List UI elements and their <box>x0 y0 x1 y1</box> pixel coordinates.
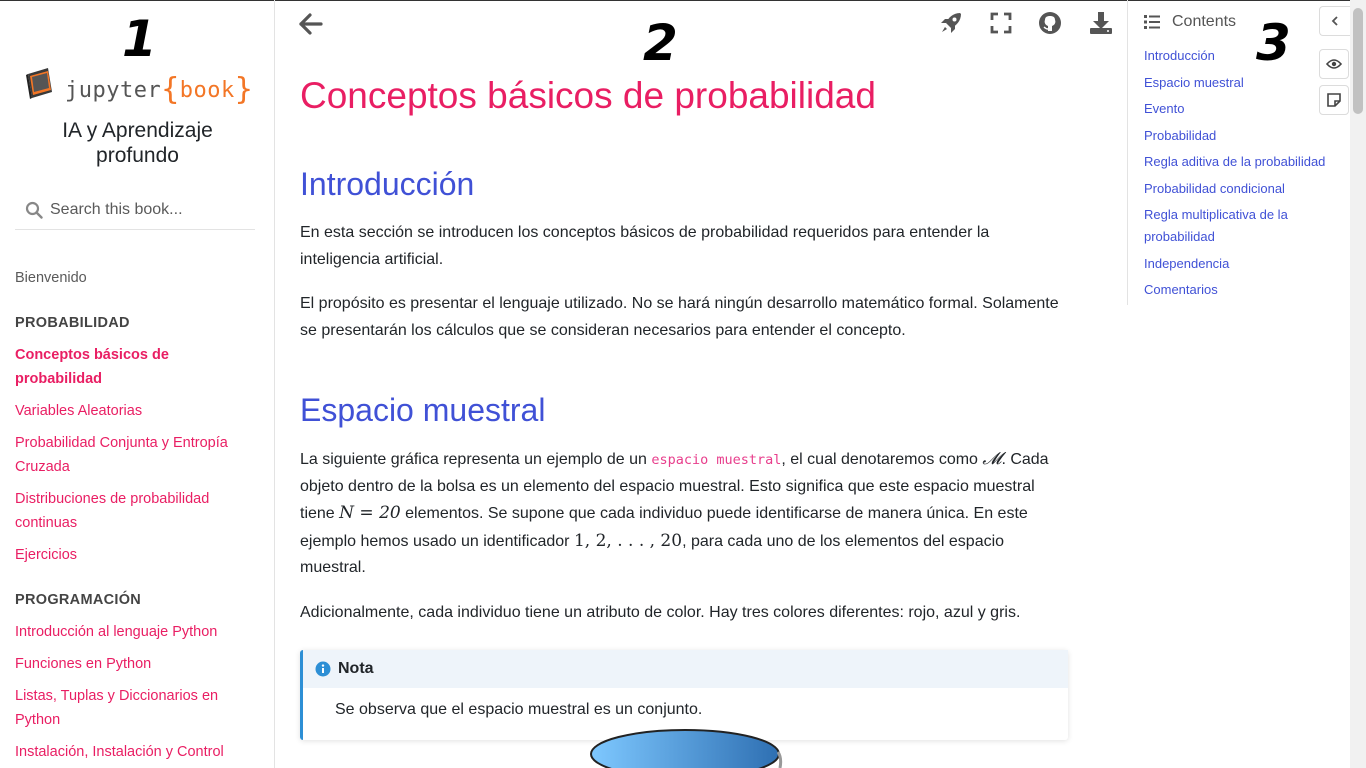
eye-icon <box>1326 58 1342 70</box>
sample-space-paragraph-2: Adicionalmente, cada individuo tiene un atributo de color. Hay tres colores diferentes: rojo, azul y gris. <box>300 603 1021 621</box>
sample-space-bag-image <box>590 728 790 768</box>
logo-brace-close: } <box>234 72 254 107</box>
table-of-contents <box>1127 0 1329 305</box>
sticky-note-icon <box>1327 93 1341 107</box>
toc-item-espacio-muestral[interactable]: Espacio muestral <box>1144 74 1244 90</box>
heading-espacio-muestral: Espacio muestral <box>300 392 546 428</box>
back-arrow-icon[interactable] <box>297 12 325 36</box>
sidebar-nav <box>15 266 245 768</box>
toc-item-regla-aditiva[interactable]: Regla aditiva de la probabilidad <box>1144 154 1326 169</box>
sidebar-item-ejercicios[interactable]: Ejercicios <box>15 547 78 563</box>
toc-header <box>1144 13 1236 31</box>
info-icon <box>315 661 331 677</box>
logo-word: book <box>179 78 235 103</box>
logo-wordmark <box>65 70 253 105</box>
nav-caption-programacion: PROGRAMACIÓN <box>15 592 142 608</box>
text-fragment: . Cada objeto dentro de la bolsa es un elemento del espacio muestral. Esto significa que este espacio muestral tiene <box>300 451 1049 522</box>
annotation-1: 1 <box>122 10 157 68</box>
toc-item-regla-multiplicativa[interactable]: Regla multiplicativa de la probabilidad <box>1144 207 1288 244</box>
text-fragment: elementos. Se supone que cada individuo puede identificarse de manera única. En este ejemplo hemos usado un identificador <box>300 505 1028 550</box>
page-title: Conceptos básicos de probabilidad <box>300 75 876 116</box>
math-m: 𝓜 <box>982 449 1002 469</box>
search-icon <box>25 201 43 219</box>
note-header <box>303 650 1068 688</box>
sidebar-item-funciones-python[interactable]: Funciones en Python <box>15 656 152 672</box>
toc-item-comentarios[interactable]: Comentarios <box>1144 282 1218 297</box>
jupyter-book-logo[interactable] <box>24 62 254 107</box>
search-input[interactable] <box>50 196 250 224</box>
sidebar-item-conceptos-basicos[interactable]: Conceptos básicos de probabilidad <box>15 347 169 387</box>
toc-list <box>1144 45 1339 306</box>
text-fragment: , para cada uno de los elementos del espacio muestral. <box>300 532 1005 576</box>
toc-title: Contents <box>1172 13 1237 30</box>
text-fragment: , el cual denotaremos como <box>781 451 983 468</box>
sidebar-item-listas-tuplas[interactable]: Listas, Tuplas y Diccionarios en Python <box>15 688 219 728</box>
page-scrollbar[interactable] <box>1350 0 1366 768</box>
github-icon[interactable] <box>1037 10 1063 36</box>
sidebar-item-bienvenido[interactable]: Bienvenido <box>15 270 87 286</box>
text-fragment: La siguiente gráfica representa un ejemplo de un <box>300 451 652 468</box>
sidebar-item-variables-aleatorias[interactable]: Variables Aleatorias <box>15 403 143 419</box>
note-title: Nota <box>338 660 374 677</box>
collapse-toc-button[interactable] <box>1319 6 1350 36</box>
toc-item-independencia[interactable]: Independencia <box>1144 255 1230 271</box>
chevron-left-icon <box>1329 15 1341 27</box>
logo-brace-open: { <box>161 72 180 107</box>
sample-space-paragraph-1 <box>300 446 1068 582</box>
inline-code-espacio-muestral: espacio muestral <box>651 452 782 468</box>
fullscreen-icon[interactable] <box>988 10 1014 36</box>
toc-item-probabilidad-condicional[interactable]: Probabilidad condicional <box>1144 180 1285 196</box>
left-sidebar <box>0 0 275 768</box>
heading-introduccion: Introducción <box>300 166 475 202</box>
toc-item-probabilidad[interactable]: Probabilidad <box>1144 127 1217 143</box>
sidebar-item-distribuciones[interactable]: Distribuciones de probabilidad continuas <box>15 491 210 531</box>
book-title: IA y Aprendizaje profundo <box>62 119 213 167</box>
annotation-2: 2 <box>643 14 678 72</box>
math-identifiers: 1, 2, . . . , 20 <box>573 530 683 551</box>
rocket-icon[interactable] <box>938 10 964 36</box>
note-body: Se observa que el espacio muestral es un conjunto. <box>335 701 703 718</box>
sidebar-item-probabilidad-conjunta[interactable]: Probabilidad Conjunta y Entropía Cruzada <box>15 435 228 475</box>
book-logo-icon <box>24 66 56 100</box>
note-admonition <box>300 650 1068 740</box>
logo-prefix: jupyter <box>65 78 162 103</box>
nav-caption-probabilidad: PROBABILIDAD <box>15 315 130 331</box>
scrollbar-thumb[interactable] <box>1353 8 1363 114</box>
annotation-toggle-button[interactable] <box>1319 49 1349 79</box>
list-icon <box>1144 15 1160 29</box>
intro-paragraph-2: El propósito es presentar el lenguaje utilizado. No se hará ningún desarrollo matemático formal. Solamente se presentarán los cálculos que se consideran necesarios para entender el concepto. <box>300 295 1059 339</box>
notes-button[interactable] <box>1319 85 1349 115</box>
annotation-3: 3 <box>1256 14 1291 72</box>
toc-item-evento[interactable]: Evento <box>1144 101 1185 116</box>
toc-item-introduccion[interactable]: Introducción <box>1144 48 1215 63</box>
download-icon[interactable] <box>1088 10 1114 36</box>
search-box[interactable] <box>15 192 255 230</box>
math-n-equals-20: N = 20 <box>339 503 401 523</box>
main-content <box>300 60 1068 740</box>
intro-paragraph-1: En esta sección se introducen los conceptos básicos de probabilidad requeridos para entender la inteligencia artificial. <box>300 224 990 268</box>
sidebar-item-intro-python[interactable]: Introducción al lenguaje Python <box>15 624 218 640</box>
sidebar-item-instalacion[interactable]: Instalación, Instalación y Control <box>15 744 224 760</box>
